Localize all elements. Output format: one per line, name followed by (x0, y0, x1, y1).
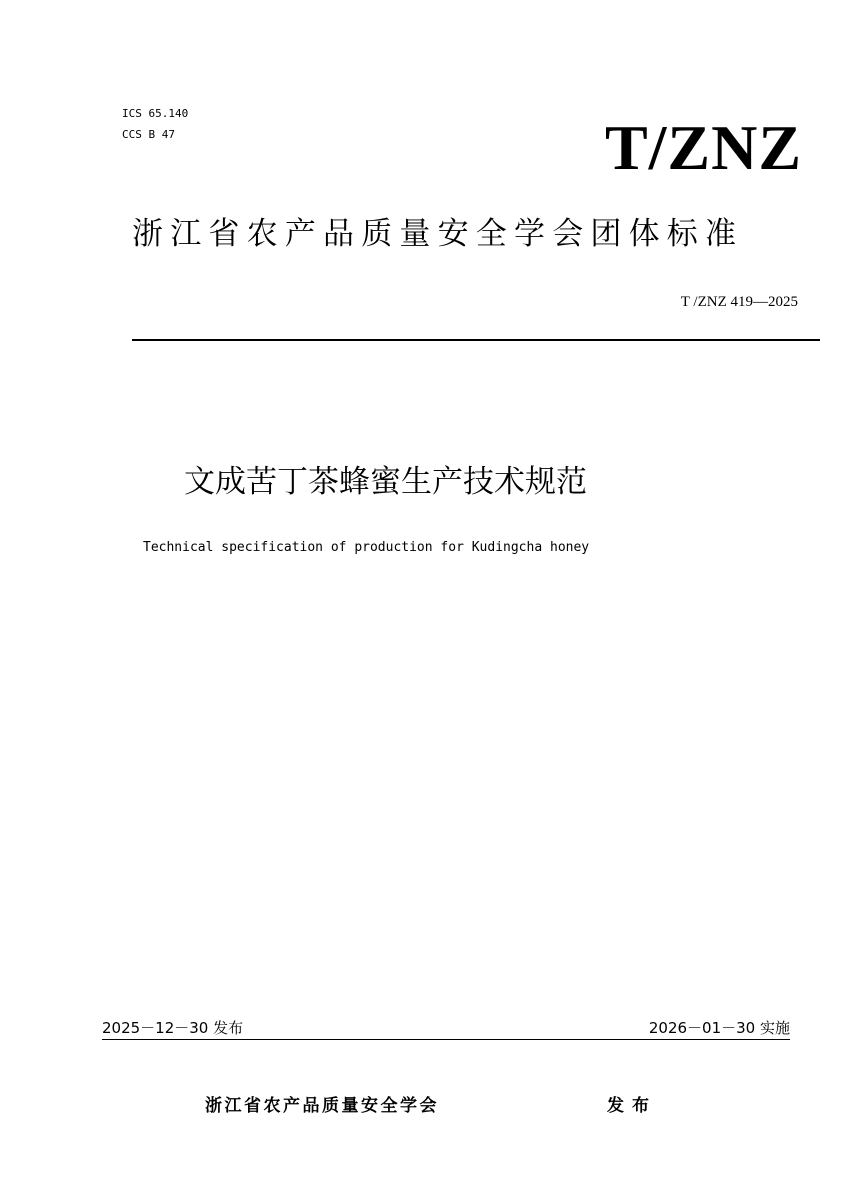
document-title: 文成苦丁茶蜂蜜生产技术规范 (184, 464, 587, 500)
publish-label: 发布 (607, 1096, 657, 1116)
organization-title: 浙江省农产品质量安全学会团体标准 (132, 216, 744, 252)
publisher-name: 浙江省农产品质量安全学会 (205, 1096, 439, 1116)
effective-date: 2026－01－30 实施 (648, 1019, 790, 1037)
standard-logo: T/ZNZ (604, 112, 802, 183)
footer-divider (102, 1039, 790, 1040)
publish-date: 2025－12－30 发布 (102, 1019, 244, 1037)
ccs-code: CCS B 47 (122, 128, 175, 141)
header-divider (132, 339, 820, 341)
document-english-title: Technical specification of production for Kudingcha honey (143, 540, 590, 555)
standard-number: T /ZNZ 419—2025 (680, 294, 798, 310)
ics-code: ICS 65.140 (122, 107, 189, 120)
